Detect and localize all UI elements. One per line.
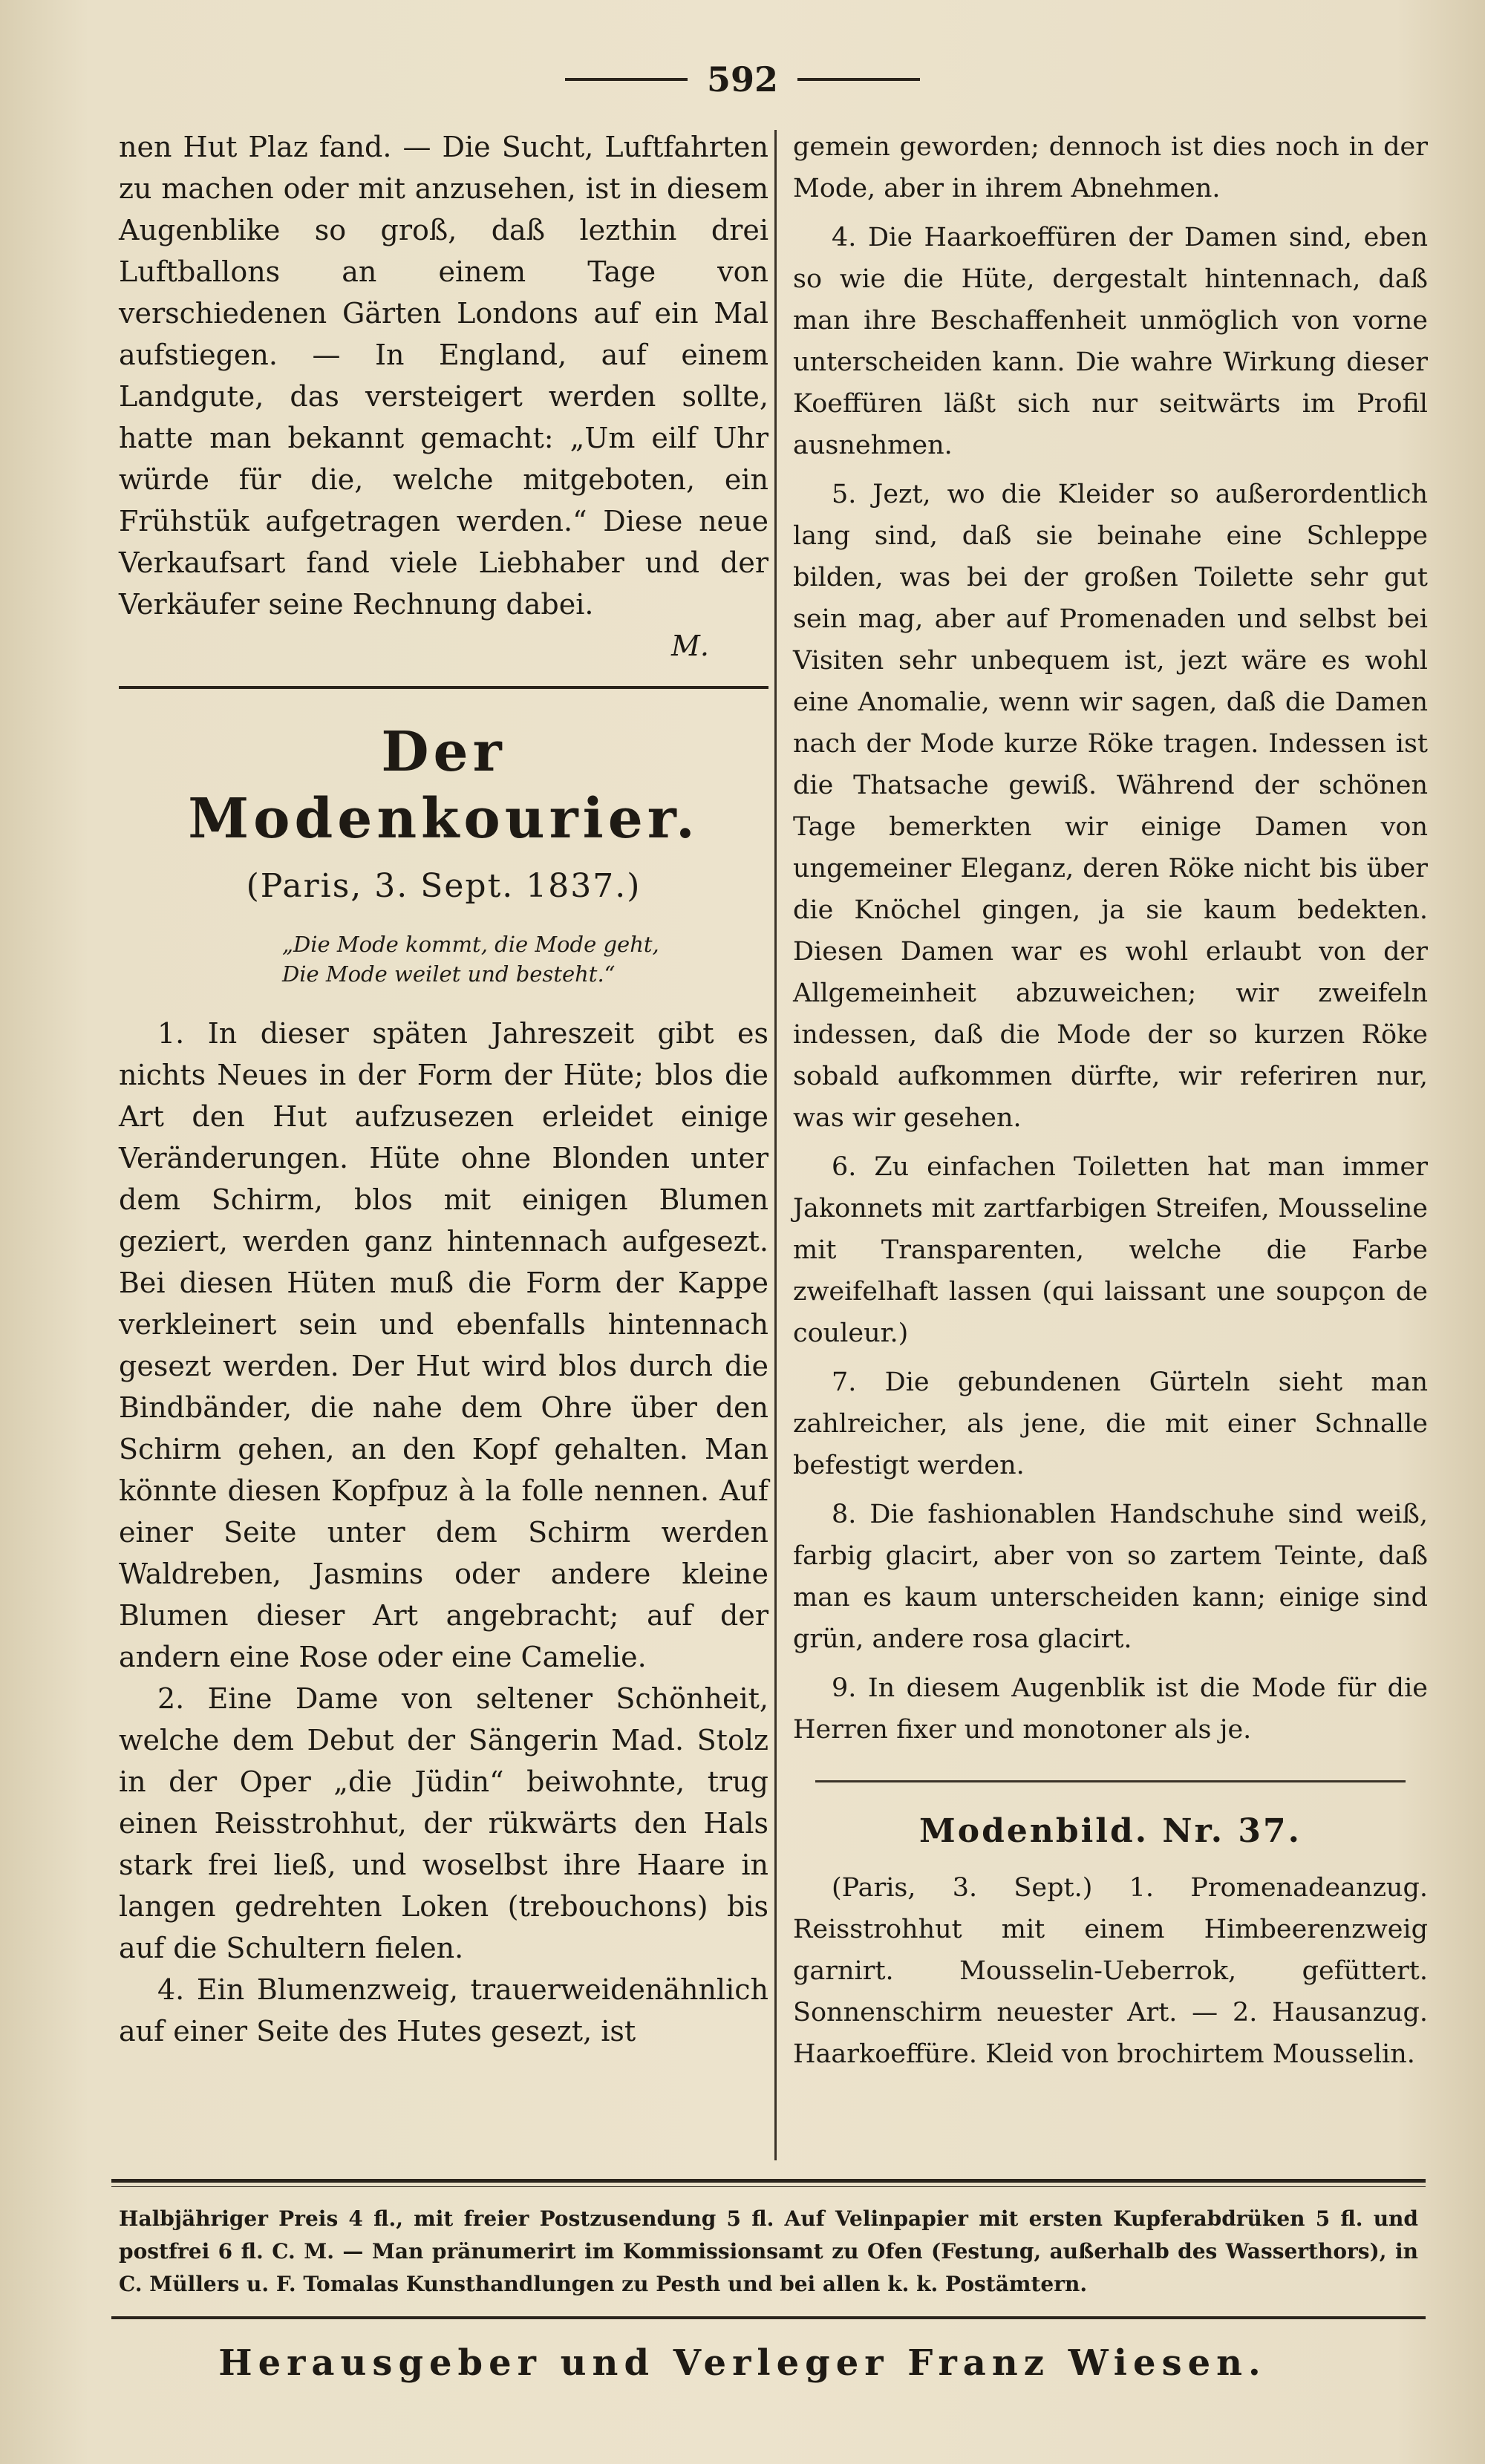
section-rule [119,686,768,689]
fashion-item-4b: 4. Die Haarkoeffüren der Damen sind, eben so wie die Hüte, dergestalt hintennach, daß man ihre Beschaffenheit unmöglich von vorne unterscheiden kann. Die wahre Wirkung dieser Koeffüren läßt sich nur seitwärts im Profil ausnehmen. [793,223,1428,460]
fashion-item-1: 1. In dieser späten Jahreszeit gibt es nichts Neues in der Form der Hüte; blos die Art den Hut aufzusezen erleidet einige Veränderungen. Hüte ohne Blonden unter dem Schirm, blos mit einigen Blumen geziert, werden ganz hintennach aufgesezt. Bei diesen Hüten muß die Form der Kappe verkleinert sein und ebenfalls hintennach gesezt werden. Der Hut wird blos durch die Bindbänder, die nahe dem Ohre über den Schirm gehen, an den Kopf gehalten. Man könnte diesen Kopfpuz à la folle nennen. Auf einer Seite unter dem Schirm werden Waldreben, Jasmins oder andere kleine Blumen dieser Art angebracht; auf der andern eine Rose oder eine Camelie. [119,1017,768,1673]
footer-double-rule [111,2179,1426,2187]
motto [119,929,768,989]
motto-line-2: Die Mode weilet und besteht.“ [282,961,616,987]
fashion-item-9: 9. In diesem Augenblik ist die Mode für die Herren fixer und monotoner als je. [793,1673,1428,1745]
motto-line-1: „Die Mode kommt, die Mode geht, [282,932,659,957]
continuation-paragraph: gemein geworden; dennoch ist dies noch in der Mode, aber in ihrem Abnehmen. [793,132,1428,203]
modenbild-text: (Paris, 3. Sept.) 1. Promenadeanzug. Reisstrohhut mit einem Himbeerenzweig garnirt. Mousselin-Ueberrok, gefüttert. Sonnenschirm neuester Art. — 2. Hausanzug. Haarkoeffüre. Kleid von brochirtem Mousselin. [793,1873,1428,2069]
fashion-item-5: 5. Jezt, wo die Kleider so außerordentlich lang sind, daß sie beinahe eine Schleppe bilden, was bei der großen Toilette sehr gut sein mag, aber auf Promenaden und selbst bei Visiten sehr unbequem ist, jezt wäre es wohl eine Anomalie, wenn wir sagen, daß die Damen nach der Mode kurze Röke tragen. Indessen ist die Thatsache gewiß. Während der schönen Tage bemerkten wir einige Damen von ungemeiner Eleganz, deren Röke nicht bis über die Knöchel gingen, ja sie kaum bedekten. Diesen Damen war es wohl erlaubt von der Allgemeinheit abzuweichen; wir zweifeln indessen, daß die Mode der so kurzen Röke sobald aufkommen dürfte, wir referiren nur, was wir gesehen. [793,480,1428,1133]
header-rule-left [565,78,688,81]
fashion-item-8: 8. Die fashionablen Handschuhe sind weiß, farbig glacirt, aber von so zartem Teinte, daß man es kaum unterscheiden kann; einige sind grün, andere rosa glacirt. [793,1500,1428,1654]
footer-rule [111,2316,1426,2319]
fashion-item-4: 4. Ein Blumenzweig, trauerweidenähnlich auf einer Seite des Hutes gesezt, ist [119,1973,768,2048]
fashion-item-6: 6. Zu einfachen Toiletten hat man immer Jakonnets mit zartfarbigen Streifen, Mousseline mit Transparenten, welche die Farbe zweifelhaft lassen (qui laissant une soupçon de couleur.) [793,1152,1428,1348]
subscription-notice: Halbjähriger Preis 4 fl., mit freier Postzusendung 5 fl. Auf Velinpapier mit ersten Kupferabdrüken 5 fl. und postfrei 6 fl. C. M. — Man pränumerirt im Kommissionsamt zu Ofen (Festung, außerhalb des Wasserthors), in C. Müllers u. F. Tomalas Kunsthandlungen zu Pesth und bei allen k. k. Postämtern. [119,2206,1418,2296]
header-rule-right [797,78,920,81]
right-column [793,126,1428,2075]
column-divider [774,130,777,2160]
modenbild-rule [815,1780,1406,1782]
publisher-line: Herausgeber und Verleger Franz Wiesen. [218,2342,1267,2384]
section-subtitle: (Paris, 3. Sept. 1837.) [246,867,642,905]
intro-paragraph: nen Hut Plaz fand. — Die Sucht, Luftfahrten zu machen oder mit anzusehen, ist in diesem Augenblike so groß, daß lezthin drei Luftballons an einem Tage von verschiedenen Gärten Londons auf ein Mal aufstiegen. — In England, auf einem Landgute, das versteigert werden sollte, hatte man bekannt gemacht: „Um eilf Uhr würde für die, welche mitgeboten, ein Frühstük aufgetragen werden.“ Diese neue Verkaufsart fand viele Liebhaber und der Verkäufer seine Rechnung dabei. [119,131,768,621]
page-number-header [0,59,1485,99]
fashion-item-7: 7. Die gebundenen Gürteln sieht man zahlreicher, als jene, die mit einer Schnalle befestigt werden. [793,1367,1428,1480]
intro-signature: M. [671,630,709,662]
section-title: Der Modenkourier. [188,720,699,851]
fashion-item-2: 2. Eine Dame von seltener Schönheit, welche dem Debut der Sängerin Mad. Stolz in der Oper „die Jüdin“ beiwohnte, trug einen Reisstrohhut, der rükwärts den Hals stark frei ließ, und woselbst ihre Haare in langen gedrehten Loken (trebouchons) bis auf die Schultern fielen. [119,1682,768,1964]
page-number: 592 [706,59,779,99]
left-column [119,126,768,2052]
modenbild-title: Modenbild. Nr. 37. [919,1812,1302,1850]
